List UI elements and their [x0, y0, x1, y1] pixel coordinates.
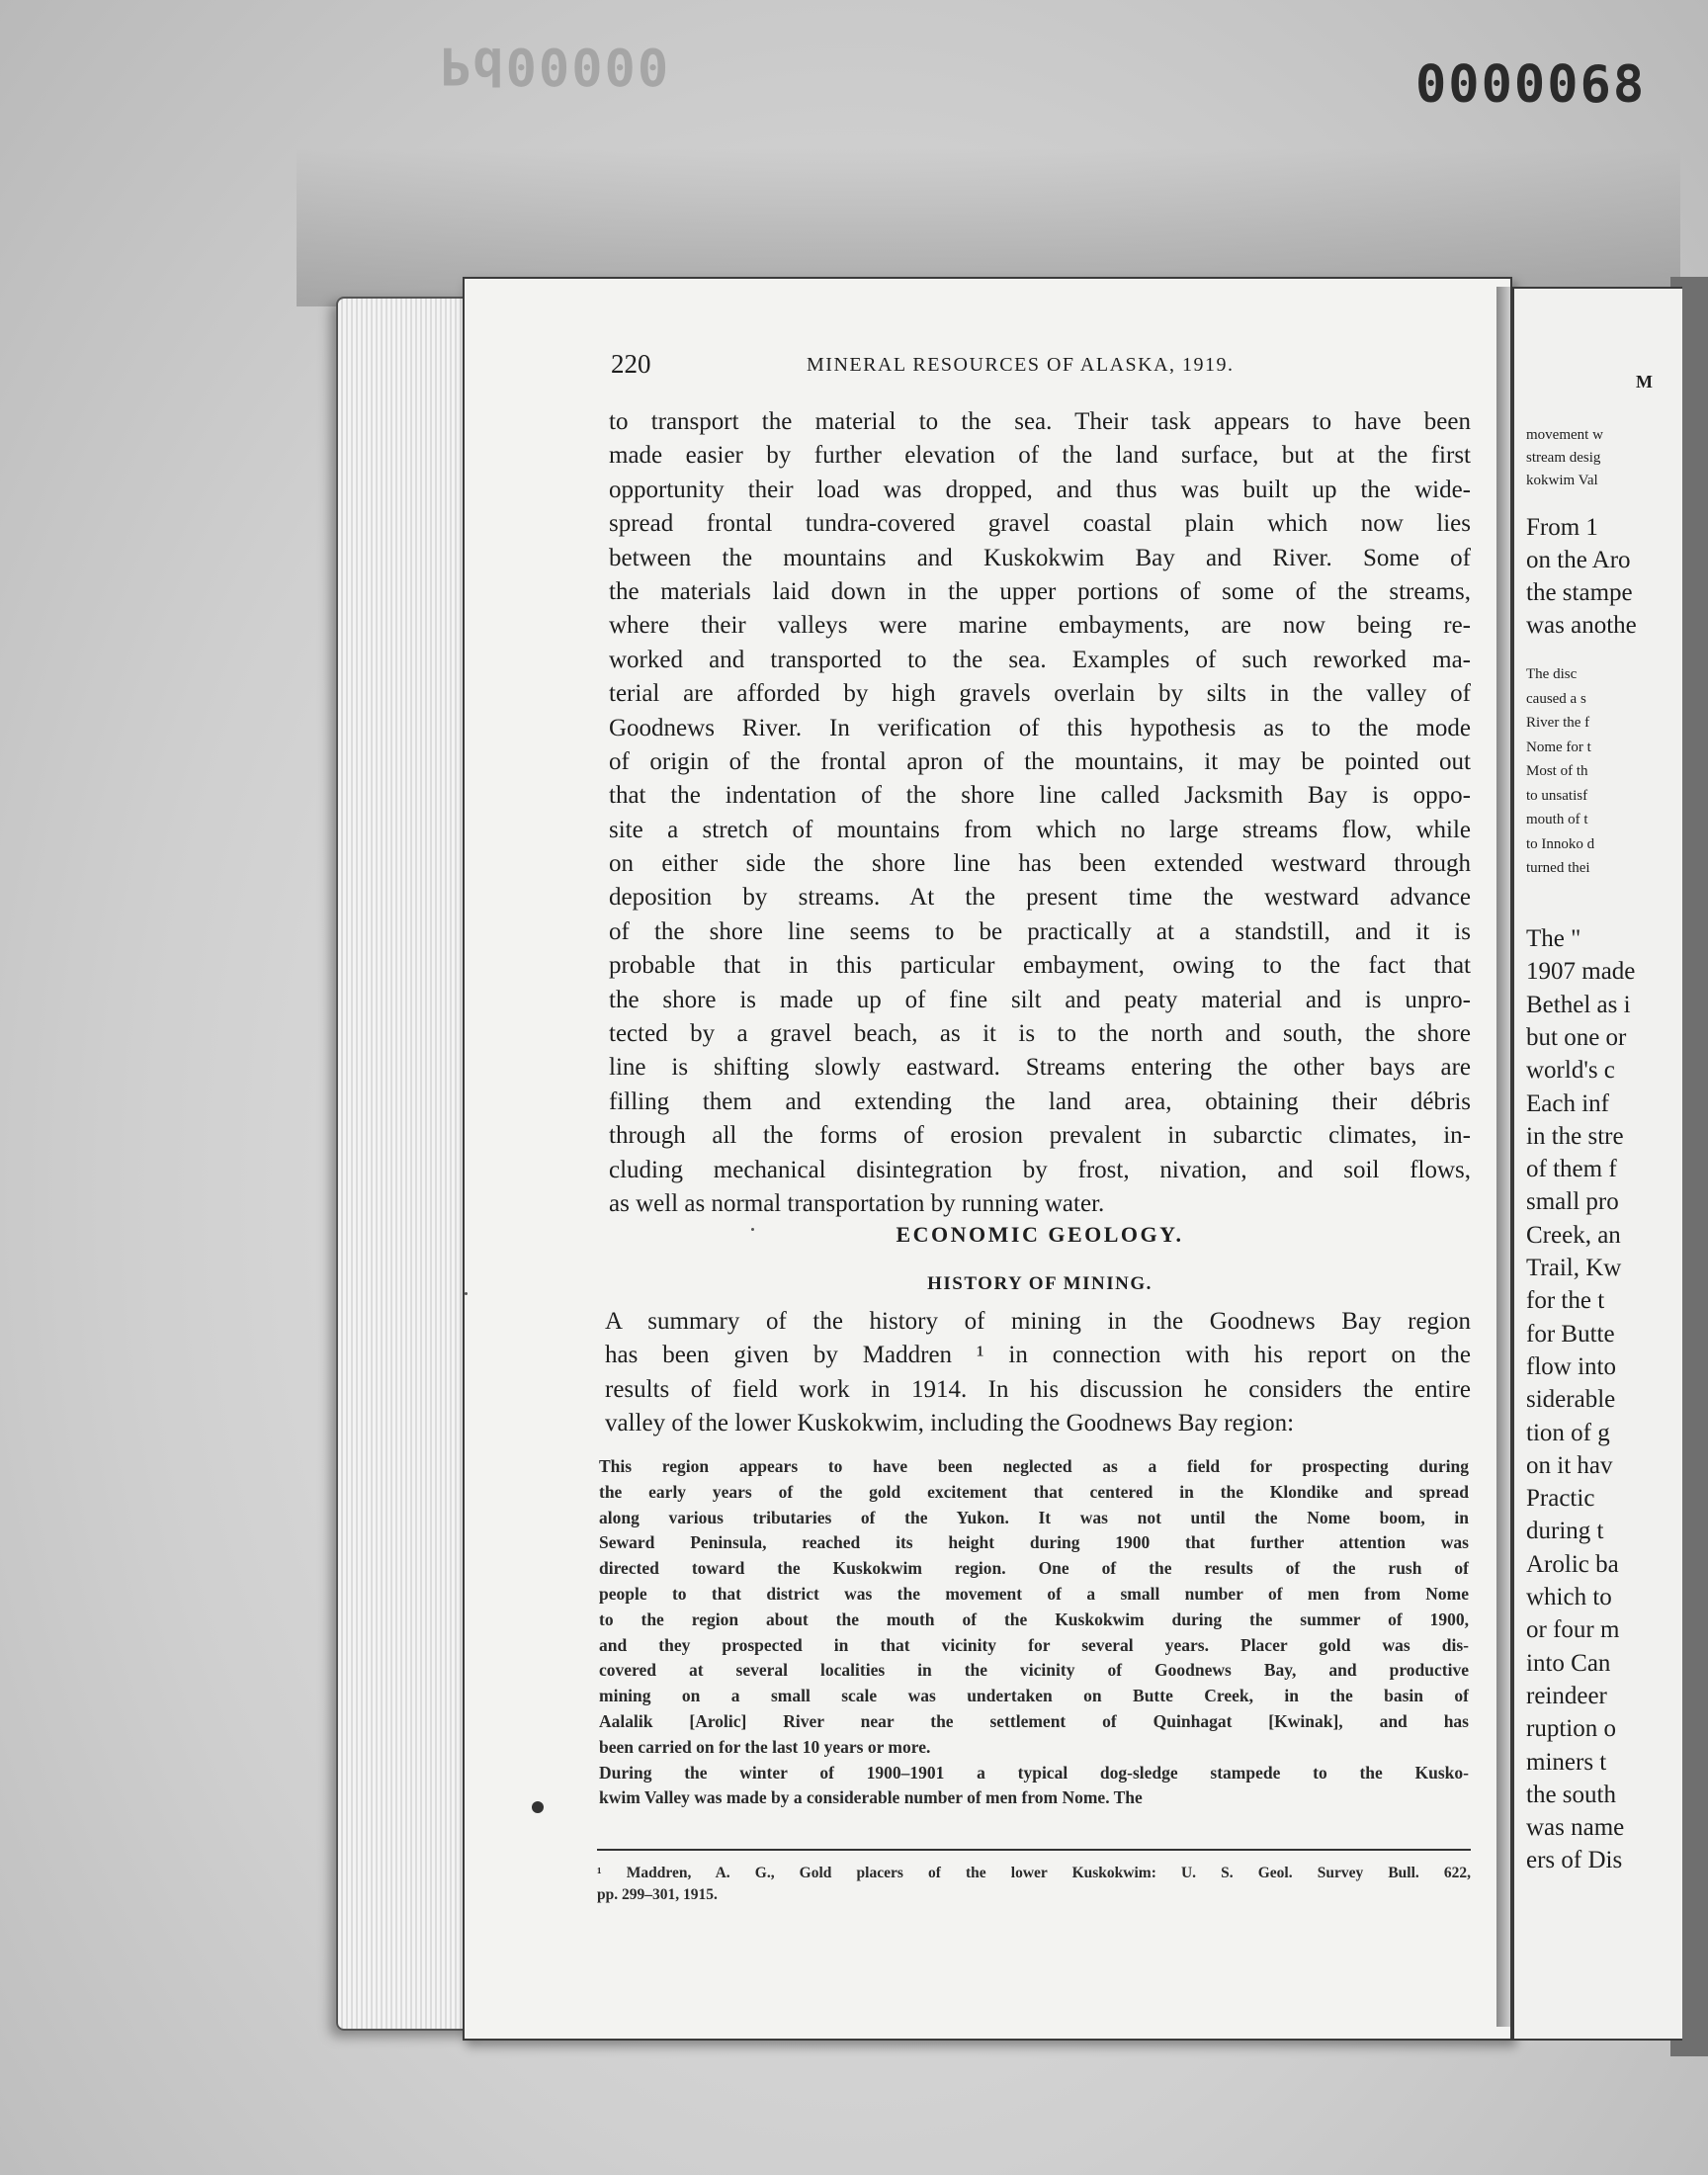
running-head-title: MINERAL RESOURCES OF ALASKA, 1919. [807, 354, 1235, 376]
facing-page-fragment: Bethel as i [1526, 991, 1631, 1018]
text-line: probable that in this particular embayment, owing to the fact that [609, 952, 1471, 980]
text-line: the early years of the gold excitement that centered in the Klondike and spread [599, 1481, 1469, 1502]
text-line: the shore is made up of fine silt and peaty material and is unpro- [609, 986, 1471, 1013]
text-line: During the winter of 1900–1901 a typical dog-sledge stampede to the Kusko- [599, 1762, 1469, 1783]
facing-page-fragment: of them f [1526, 1156, 1617, 1183]
facing-page-fragment: was name [1526, 1814, 1625, 1842]
facing-page-fragment: world's c [1526, 1057, 1615, 1085]
facing-page-fragment: The disc [1526, 666, 1578, 682]
facing-page-fragment: Arolic ba [1526, 1550, 1619, 1578]
text-line: where their valleys were marine embayments, are now being re- [609, 612, 1471, 640]
facing-page-fragment: turned thei [1526, 860, 1590, 876]
text-line: worked and transported to the sea. Examples of such reworked ma- [609, 646, 1471, 673]
facing-page-fragment: for Butte [1526, 1320, 1615, 1348]
text-line: deposition by streams. At the present time the westward advance [609, 884, 1471, 912]
facing-page-fragment: 1907 made [1526, 958, 1636, 986]
facing-page-fragment: Creek, an [1526, 1221, 1621, 1249]
facing-page-fragment: which to [1526, 1584, 1612, 1610]
text-line: been carried on for the last 10 years or more. [599, 1736, 931, 1757]
facing-page-fragment: Nome for t [1526, 739, 1591, 755]
facing-page-fragment: reindeer [1526, 1682, 1607, 1709]
text-line: mining on a small scale was undertaken on Butte Creek, in the basin of [599, 1686, 1469, 1706]
facing-page-fragment: was anothe [1526, 612, 1637, 639]
text-line: along various tributaries of the Yukon. It was not until the Nome boom, in [599, 1507, 1469, 1527]
text-line: as well as normal transportation by running water. [609, 1189, 1105, 1217]
facing-page-fragment: caused a s [1526, 690, 1586, 707]
faded-page-stamp: Pd00000 [440, 36, 671, 95]
speck [751, 1228, 754, 1231]
margin-mark [532, 1801, 544, 1813]
text-line: cluding mechanical disintegration by frost, nivation, and soil flows, [609, 1156, 1471, 1183]
facing-page-fragment: on the Aro [1526, 547, 1631, 573]
text-line: of origin of the frontal apron of the mountains, it may be pointed out [609, 747, 1471, 775]
text-line: line is shifting slowly eastward. Streams entering the other bays are [609, 1054, 1471, 1082]
facing-page-fragment: Each inf [1526, 1089, 1609, 1117]
page-stamp-number: 0000068 [1415, 55, 1647, 115]
facing-page-fragment: or four m [1526, 1616, 1620, 1644]
footnote-line: pp. 299–301, 1915. [597, 1886, 718, 1903]
text-line: directed toward the Kuskokwim region. One of the results of the rush of [599, 1558, 1469, 1579]
facing-page-fragment: movement w [1526, 427, 1603, 443]
text-line: terial are afforded by high gravels overlain by silts in the valley of [609, 680, 1471, 708]
text-line: the materials laid down in the upper portions of some of the streams, [609, 577, 1471, 605]
facing-page-fragment: kokwim Val [1526, 473, 1598, 488]
facing-page-fragment: the south [1526, 1781, 1616, 1808]
facing-page-fragment: mouth of t [1526, 812, 1588, 827]
text-line: valley of the lower Kuskokwim, including the Goodnews Bay region: [605, 1410, 1295, 1437]
facing-page-fragment: Most of th [1526, 763, 1588, 779]
text-line: made easier by further elevation of the land surface, but at the first [609, 442, 1471, 470]
text-line: of the shore line seems to be practically at a standstill, and it is [609, 917, 1471, 945]
facing-page-fragment: Trail, Kw [1526, 1255, 1622, 1281]
facing-page-fragment: to unsatisf [1526, 787, 1588, 804]
body-text [609, 405, 1471, 1221]
text-line: results of field work in 1914. In his discussion he considers the entire [605, 1375, 1471, 1403]
facing-page-fragment: small pro [1526, 1188, 1619, 1216]
summary-paragraph [605, 1305, 1471, 1441]
facing-page-fragment: flow into [1526, 1352, 1616, 1380]
facing-page-fragment: the stampe [1526, 579, 1633, 606]
facing-page-fragment: siderable [1526, 1386, 1616, 1414]
text-line: tected by a gravel beach, as it is to the north and south, the shore [609, 1020, 1471, 1048]
facing-page-fragment: ers of Dis [1526, 1847, 1623, 1874]
facing-page-fragment: Practic [1526, 1485, 1595, 1513]
text-line: A summary of the history of mining in the Goodnews Bay region [605, 1308, 1471, 1335]
text-line: filling them and extending the land area, obtaining their débris [609, 1088, 1471, 1115]
facing-page-fragment: River the f [1526, 715, 1590, 731]
book-page-edges [336, 297, 478, 2031]
text-line: site a stretch of mountains from which no large streams flow, while [609, 816, 1471, 843]
footnote-line: ¹ Maddren, A. G., Gold placers of the lower Kuskokwim: U. S. Geol. Survey Bull. 622, [597, 1865, 1471, 1881]
speck [465, 1292, 468, 1295]
text-line: people to that district was the movement of a small number of men from Nome [599, 1583, 1469, 1604]
text-line: opportunity their load was dropped, and thus was built up the wide- [609, 476, 1471, 503]
block-quote [599, 1454, 1469, 1811]
text-line: on either side the shore line has been extended westward through [609, 850, 1471, 878]
facing-page-fragment: tion of g [1526, 1419, 1610, 1446]
facing-page-head-fragment: M [1636, 372, 1653, 392]
text-line: to transport the material to the sea. Their task appears to have been [609, 408, 1471, 435]
text-line: to the region about the mouth of the Kuskokwim during the summer of 1900, [599, 1609, 1469, 1629]
text-line: This region appears to have been neglected as a field for prospecting during [599, 1456, 1469, 1476]
facing-page-fragment: during t [1526, 1518, 1604, 1545]
facing-page-fragment: stream desig [1526, 450, 1601, 466]
footnote-rule [597, 1849, 1471, 1851]
text-line: kwim Valley was made by a considerable number of men from Nome. The [599, 1787, 1143, 1808]
facing-page-fragment: but one or [1526, 1023, 1627, 1051]
text-line: through all the forms of erosion prevalent in subarctic climates, in- [609, 1122, 1471, 1150]
text-line: that the indentation of the shore line called Jacksmith Bay is oppo- [609, 782, 1471, 810]
section-heading-economic-geology: ECONOMIC GEOLOGY. [896, 1222, 1184, 1247]
facing-page-fragment: on it hav [1526, 1451, 1613, 1479]
facing-page-fragment: ruption o [1526, 1715, 1616, 1743]
text-line: covered at several localities in the vicinity of Goodnews Bay, and productive [599, 1660, 1469, 1681]
book-gutter [1496, 287, 1510, 2027]
subsection-heading-history-of-mining: HISTORY OF MINING. [927, 1273, 1153, 1294]
facing-page-fragment: miners t [1526, 1748, 1607, 1776]
footnote [597, 1863, 1471, 1906]
text-line: and they prospected in that vicinity for several years. Placer gold was dis- [599, 1634, 1469, 1655]
page-number: 220 [611, 349, 651, 379]
facing-page-fragment: in the stre [1526, 1122, 1624, 1150]
facing-page-fragment: From 1 [1526, 514, 1598, 541]
facing-page-fragment: The " [1526, 925, 1581, 952]
facing-page-fragment: into Can [1526, 1649, 1611, 1677]
text-line: Goodnews River. In verification of this hypothesis as to the mode [609, 714, 1471, 741]
running-head [611, 349, 1441, 383]
text-line: between the mountains and Kuskokwim Bay and River. Some of [609, 544, 1471, 571]
facing-page-fragment: for the t [1526, 1287, 1605, 1315]
text-line: spread frontal tundra-covered gravel coastal plain which now lies [609, 510, 1471, 538]
text-line: Seward Peninsula, reached its height during 1900 that further attention was [599, 1532, 1469, 1553]
facing-page-fragment: to Innoko d [1526, 835, 1595, 852]
text-line: has been given by Maddren ¹ in connection with his report on the [605, 1342, 1471, 1369]
text-line: Aalalik [Arolic] River near the settlement of Quinhagat [Kwinak], and has [599, 1710, 1469, 1731]
